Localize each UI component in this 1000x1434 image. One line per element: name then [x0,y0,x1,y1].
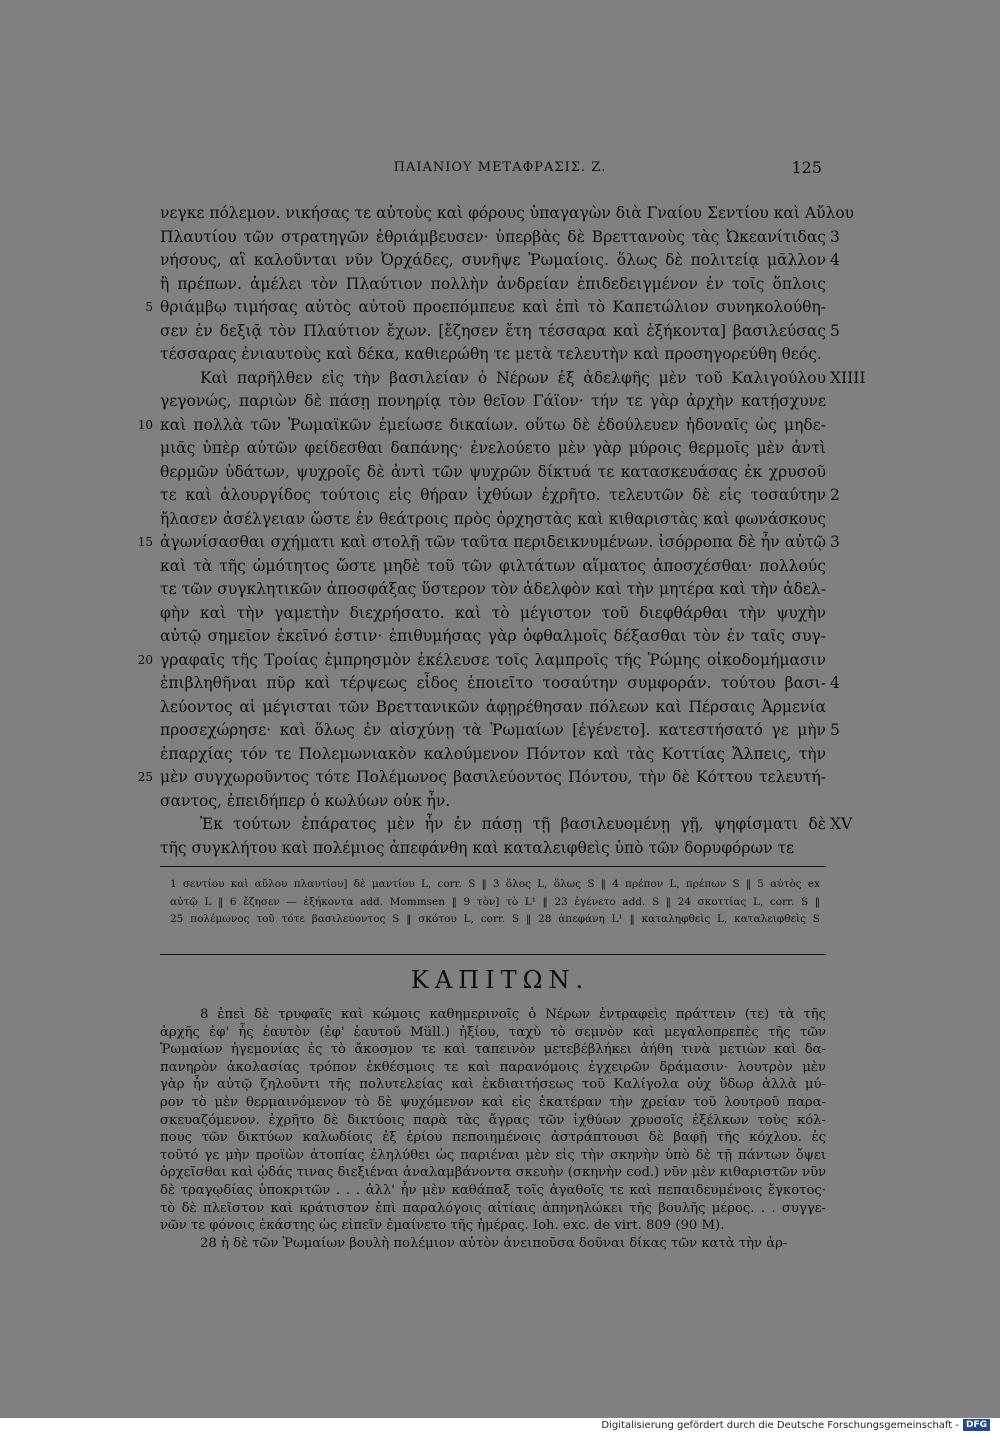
apparatus-rule [160,866,826,867]
margin-number: XIIII [830,368,866,387]
running-header: ΠΑΙΑΝΙΟΥ ΜΕΤΑΦΡΑΣΙΣ. Ζ. [393,160,607,175]
apparatus-line: 1 σεντίου καὶ αὔλου πλαυτίου] δὲ μαντίου L, corr. S ‖ 3 ὅλος L, ὅλως S ‖ 4 πρέπον L, πρέπων S ‖ 5 αὐτὸς ex [170,878,820,890]
text-line [160,602,826,626]
line-text: τῆς συγκλήτου καὶ πολέμιος ἀπεφάνθη καὶ καταλειφθεὶς ὑπὸ τῶν δορυφόρων τε [160,838,795,857]
line-text: Καὶ παρῆλθεν εἰς τὴν βασιλείαν ὁ Νέρων ἐξ ἀδελφῆς μὲν τοῦ Καλιγούλου [200,368,826,387]
footer-text: Digitalisierung gefördert durch die Deutsche Forschungsgemeinschaft - [601,1419,959,1431]
text-line [160,367,866,391]
line-text: λεύοντος αἱ μέγισται τῶν Βρεττανικῶν ἀφῃρέθησαν πόλεων καὶ Πέρσαις Ἀρμενία [160,697,826,716]
fragment-line: πανηρὸν ἀκολασίας τρόπον ἐκθέσμοις τε καὶ παρανόμοις ἐγχειρῶν δράμασιν· λουτρὸν μὲν [160,1059,826,1075]
footer-credit [601,1418,990,1432]
text-line [137,531,840,555]
line-text: θριάμβῳ τιμήσας αὐτὸς αὐτοῦ προεπόμπευε καὶ ἐπὶ τὸ Καπετώλιον συνηκολούθη- [160,298,826,316]
line-text: σεν ἐν δεξιᾷ τὸν Πλαύτιον ἔχων. [ἔζησεν ἔτη τέσσαρα καὶ ἑξήκοντα] βασιλεύσας [160,321,826,340]
text-line [160,790,826,814]
fragment-text [160,1006,826,1252]
fragment-line: ὀρχεῖσθαι καὶ ᾠδάς τινας διεξιέναι ἀναλαμβάνοντα σκευὴν (σκηνὴν cod.) νῦν μὲν κιθαριστῶν νῦν [160,1165,827,1181]
margin-number: 2 [830,486,840,504]
fragment-line: πους τῶν δικτύων καλωδίοις ἐξ ἐρίου πεποιημένοις ἀστράπτουσι δὲ βαφῇ τῆς κόχλου. ἐς [160,1130,826,1146]
critical-apparatus [170,876,820,929]
line-number: 25 [137,770,153,784]
line-number: 5 [145,300,153,314]
line-text: τε τῶν συγκλητικῶν ἀποσφάξας ὕστερον τὸν ἀδελφὸν καὶ τὴν μητέρα καὶ τὴν ἀδελ- [160,580,826,598]
fragment-line: ρον τὸ μὲν θερμαινόμενον τὸ δὲ ψυχόμενον καὶ εἰς ἑκατέραν τὴν χρείαν τοῦ λουτροῦ παρα- [160,1094,826,1110]
section-title: ΚΑΠΙΤΩΝ. [410,966,590,994]
page-number: 125 [791,158,822,177]
text-line [160,813,853,837]
fragment-line: 28 ἡ δὲ τῶν Ῥωμαίων βουλὴ πολέμιον αὐτὸν ἀνειποῦσα δοῦναι δίκας τῶν κατὰ τὴν ἀρ- [200,1235,788,1251]
margin-number: 5 [830,721,840,739]
line-text: θερμῶν ὑδάτων, ψυχροῖς δὲ ἀντὶ τῶν ψυχρῶν δίκτυά τε κατασκευάσας ἐκ χρυσοῦ [160,462,826,481]
text-line [160,202,855,226]
line-text: σαντος, ἐπειδήπερ ὁ κωλύων οὐκ ἦν. [160,791,451,810]
line-text: μιᾶς ὑπὲρ αὐτῶν φείδεσθαι δαπάνης· ἐνελούετο μὲν γὰρ μύροις θερμοῖς μὲν ἀντὶ [160,439,826,457]
text-line [137,414,826,438]
main-text [137,202,866,860]
fragment-line: 8 ἐπεὶ δὲ τρυφαῖς καὶ κώμοις καθημερινοῖς ὁ Νέρων ἐντραφεὶς πράττειν (τε) τὰ τῆς [200,1007,826,1022]
line-number: 10 [137,417,153,432]
margin-number: 4 [830,251,840,269]
margin-number: XV [830,815,853,833]
text-line [160,226,840,250]
line-text: μὲν συγχωροῦντος τότε Πολέμωνος βασιλεύοντος Πόντου, τὴν δὲ Κόττου τελευτή- [160,768,826,786]
line-text: ἐπαρχίας τόν τε Πολεμωνιακὸν καλούμενον Πόντον καὶ τὰς Κοττίας Ἄλπεις, τὴν [160,744,826,763]
dfg-logo: DFG [963,1419,990,1431]
fragment-line: σκευαζόμενον. ἐχρῆτο δὲ δικτύοις παρὰ τὰς ἄγρας τῶν ἰχθύων χρυσοῖς ἐξέλκων τοὺς κόλ- [160,1112,826,1128]
text-line [160,249,840,273]
apparatus-line: αὐτῷ L ‖ 6 ἔζησεν — ἑξήκοντα add. Mommsen ‖ 9 τὸν] τὸ L¹ ‖ 23 ἐγένετο add. S ‖ 24 σκοττίας L, corr. S ‖ [170,895,820,908]
text-line [160,320,840,344]
line-text: φὴν καὶ τὴν γαμετὴν διεχρήσατο. καὶ τὸ μέγιστον τοῦ διεφθάρθαι τὴν ψυχὴν [160,603,826,622]
text-line [160,837,826,861]
text-line [160,625,826,649]
text-line [160,672,840,696]
text-line [145,296,826,320]
text-line [160,484,840,508]
text-line [160,273,826,297]
line-text: Πλαυτίου τῶν στρατηγῶν ἐθριάμβευσεν· ὑπερβὰς δὲ Βρεττανοὺς τὰς Ὠκεανίτιδας [160,227,826,246]
line-text: τε καὶ ἁλουργίδος τούτοις εἰς θήραν ἰχθύων ἐχρῆτο. τελευτῶν δὲ εἰς τοσαύτην [160,486,826,504]
text-line [160,743,826,767]
line-text: προσεχώρησε· καὶ ὅλως ἐν αἰσχύνῃ τὰ Ῥωμαίων [ἐγένετο]. κατεστήσατό γε μὴν [160,721,826,739]
margin-number: 4 [830,674,840,692]
text-line [160,437,826,461]
line-text: Ἐκ τούτων ἐπάρατος μὲν ἦν ἐν πάσῃ τῇ βασιλευομένῃ γῇ, ψηφίσματι δὲ [200,815,826,833]
line-number: 20 [137,652,153,667]
line-text: ἀγωνίσασθαι σχήματι καὶ στολῇ τῶν ταῦτα περιδεικνυμένων. ἰσόρροπα δὲ ἦν αὐτῷ [160,533,826,551]
margin-number: 3 [830,227,840,246]
line-text: αὐτῷ σημεῖον ἐκεῖνό ἐστιν· ἐπιθυμήσας γὰρ ὀφθαλμοῖς δέξασθαι τὸν ἐν ταῖς συγ- [160,627,826,645]
text-line [160,508,826,532]
line-text: νεγκε πόλεμον. νικήσας τε αὐτοὺς καὶ φόρους ὑπαγαγὼν διὰ Γναίου Σεντίου καὶ Αὔλου [160,204,855,222]
line-text: ἢ πρέπων. ἀμέλει τὸν Πλαύτιον πολλὴν ἀνδρείαν ἐπιδεδειγμένον ἐν τοῖς ὅπλοις [160,274,826,293]
text-line [160,390,826,414]
line-text: ἤλασεν ἀσέλγειαν ὥστε ἐν θεάτροις πρὸς ὀρχηστὰς καὶ κιθαριστὰς καὶ φωνάσκους [160,509,826,528]
text-line [160,578,826,602]
line-text: νήσους, αἳ καλοῦνται νῦν Ὀρχάδες, συνῆψε Ῥωμαίοις. ὅλως δὲ πολιτείᾳ μᾶλλον [160,251,826,269]
line-number: 15 [137,535,153,549]
fragment-line: γὰρ ἦν αὐτῷ ζηλοῦντι τῆς πολυτελείας καὶ ἐκδιαιτήσεως τοῦ Καλίγολα οὐχ ὕδωρ ἀλλὰ μύ- [160,1077,826,1093]
fragment-line: τοῦτό γε μὴν προϊὼν ἀτοπίας ἐληλύθει ὡς παριέναι μὲν εἰς τὴν σκηνὴν ὑπὸ δὲ τῇ πάντων ὄψει [160,1147,826,1163]
margin-number: 5 [830,321,840,340]
fragment-line: ἀρχῆς ἐφ' ἧς ἑαυτὸν (ἐφ' ἑαυτοῦ Müll.) ἠξίου, ταχὺ τὸ σεμνὸν καὶ μεγαλοπρεπὲς τῆς τῶν [160,1024,826,1040]
text-line [160,343,826,367]
text-line [160,719,840,743]
section-rule [160,954,826,955]
line-text: γραφαῖς τῆς Τροίας ἐμπρησμὸν ἐκέλευσε τοῖς λαμπροῖς τῆς Ῥώμης οἰκοδομήμασιν [160,650,826,669]
line-text: τέσσαρας ἐνιαυτοὺς καὶ δέκα, καθιερώθη τε μετὰ τελευτὴν καὶ προσηγορεύθη θεός. [160,345,822,363]
text-line [160,555,826,579]
text-line [137,766,826,790]
line-text: καὶ τὰ τῆς ὠμότητος ὥστε μηδὲ τοῦ τῶν φιλτάτων αἵματος ἀποσχέσθαι· πολλούς [160,556,826,575]
apparatus-line: 25 πολέμωνος τοῦ τότε βασιλεύοντος S ‖ σκότου L, corr. S ‖ 28 ἀπεφάνη L¹ ‖ καταληφθεὶς L, καταλειφθεὶς S [170,913,820,925]
text-line [137,649,826,673]
fragment-line: Ῥωμαίων ἡγεμονίας ἐς τὸ ἄκοσμον τε καὶ ταπεινὸν μετεβέβλήκει ἀήθη τινὰ μετιὼν καὶ δα- [160,1042,826,1058]
fragment-line: τὸ δὲ πλεῖστον καὶ κράτιστον ἐπὶ παραλόγοις αἰτίαις ἀπηνηλώκει τῆς βουλῆς μέρος. . . συγγε- [160,1200,826,1216]
line-text: ἐπιβληθῆναι πῦρ καὶ τέρψεως εἶδος ἐποιεῖτο τοσαύτην συμφοράν. τούτου βασι- [160,674,826,692]
line-text: γεγονώς, παριὼν δὲ πάσῃ πονηρίᾳ τὸν θεῖον Γάϊον· τήν τε γὰρ ἀρχὴν κατῄσχυνε [160,392,826,410]
text-line [160,461,826,485]
line-text: καὶ πολλὰ τῶν Ῥωμαϊκῶν ἐμείωσε δικαίων. οὕτω δὲ ἐδούλευεν ἡδοναῖς ὡς μηδε- [160,415,826,434]
margin-number: 3 [830,533,840,551]
text-line [160,696,826,720]
fragment-line: νῶν τε φόνοις ἑκάστης ὡς εἰπεῖν ἐμαίνετο τῆς ἡμέρας. Ioh. exc. de virt. 809 (90 M). [160,1218,725,1234]
fragment-line: δὲ τραγῳδίας ὑποκριτῶν . . . ἀλλ' ἦν μὲν καθάπαξ τοῖς ἀγαθοῖς τε καὶ πεπαιδευμένοις ἔγκοτος· [160,1182,826,1198]
